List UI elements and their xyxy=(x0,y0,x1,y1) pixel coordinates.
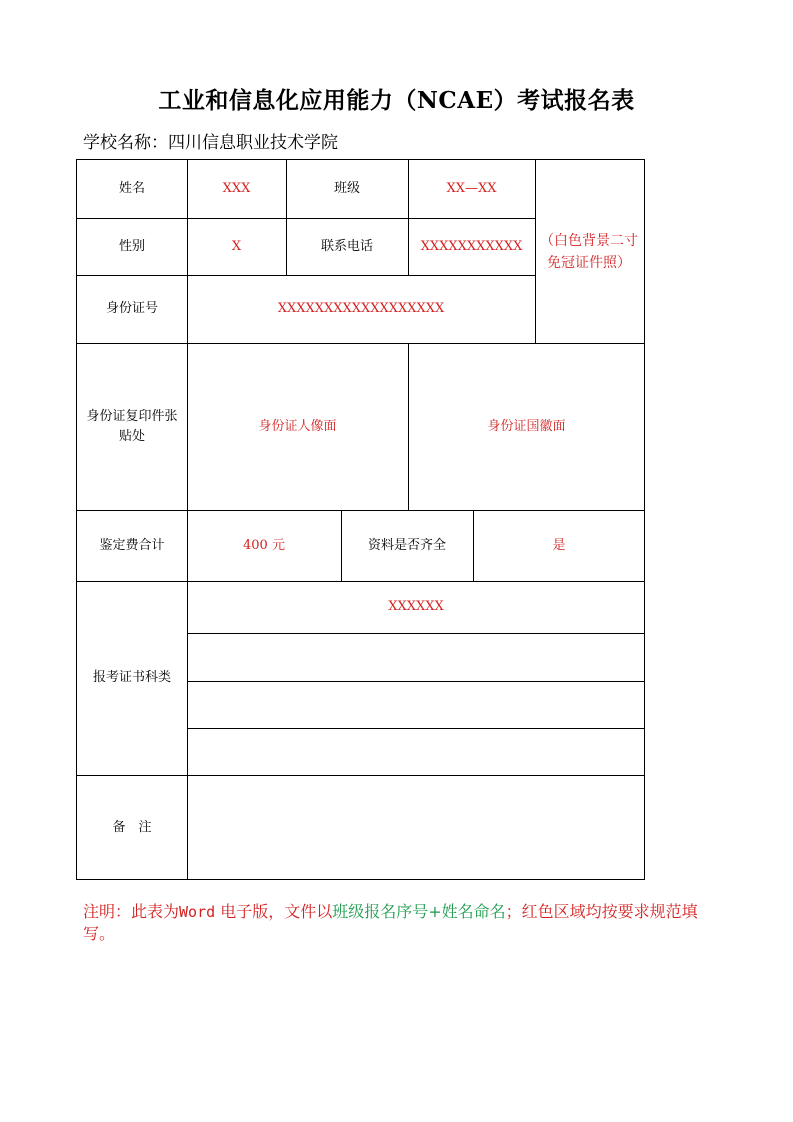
id-back-area[interactable]: 身份证国徽面 xyxy=(487,418,566,434)
note-word: Word xyxy=(179,903,216,921)
note-text-3: ；红色区域均按要求规范填写。 xyxy=(83,902,698,943)
certificate-value-2[interactable] xyxy=(187,633,645,681)
documents-label: 资料是否齐全 xyxy=(367,537,446,553)
class-value[interactable]: XX—XX xyxy=(446,181,497,196)
school-name: 学校名称：四川信息职业技术学院 xyxy=(83,133,338,153)
note-text-2: 电子版，文件以 xyxy=(215,902,333,921)
fee-value[interactable]: 400 元 xyxy=(243,537,285,553)
page-title: 工业和信息化应用能力（NCAE）考试报名表 xyxy=(158,87,635,114)
gender-value[interactable]: X xyxy=(231,238,242,254)
certificate-value-3[interactable] xyxy=(187,681,645,728)
documents-value[interactable]: 是 xyxy=(552,537,566,553)
id-number-label: 身份证号 xyxy=(105,301,158,316)
remarks-label: 备 注 xyxy=(112,819,152,835)
instruction-note xyxy=(83,901,723,945)
id-front-area[interactable]: 身份证人像面 xyxy=(258,418,337,434)
fee-label: 鉴定费合计 xyxy=(99,537,165,553)
col-divider xyxy=(535,160,536,343)
remarks-value[interactable] xyxy=(187,775,645,880)
phone-value[interactable]: XXXXXXXXXXX xyxy=(420,238,523,254)
registration-form xyxy=(76,159,645,880)
name-label: 姓名 xyxy=(118,181,145,196)
id-copy-label: 身份证复印件张贴处 xyxy=(86,408,178,444)
note-text-1: 注明：此表为 xyxy=(83,902,180,921)
id-number-value[interactable]: XXXXXXXXXXXXXXXXXX xyxy=(277,301,445,316)
certificate-value-1[interactable]: XXXXXX xyxy=(388,599,444,614)
note-naming-rule: 班级报名序号+姓名命名 xyxy=(332,902,506,921)
class-label: 班级 xyxy=(333,181,360,196)
name-value[interactable]: XXX xyxy=(222,181,251,196)
gender-label: 性别 xyxy=(118,238,145,254)
phone-label: 联系电话 xyxy=(320,238,373,254)
certificate-value-4[interactable] xyxy=(187,728,645,775)
certificate-label: 报考证书科类 xyxy=(92,670,171,685)
photo-area[interactable]: （白色背景二寸免冠证件照） xyxy=(540,232,638,271)
